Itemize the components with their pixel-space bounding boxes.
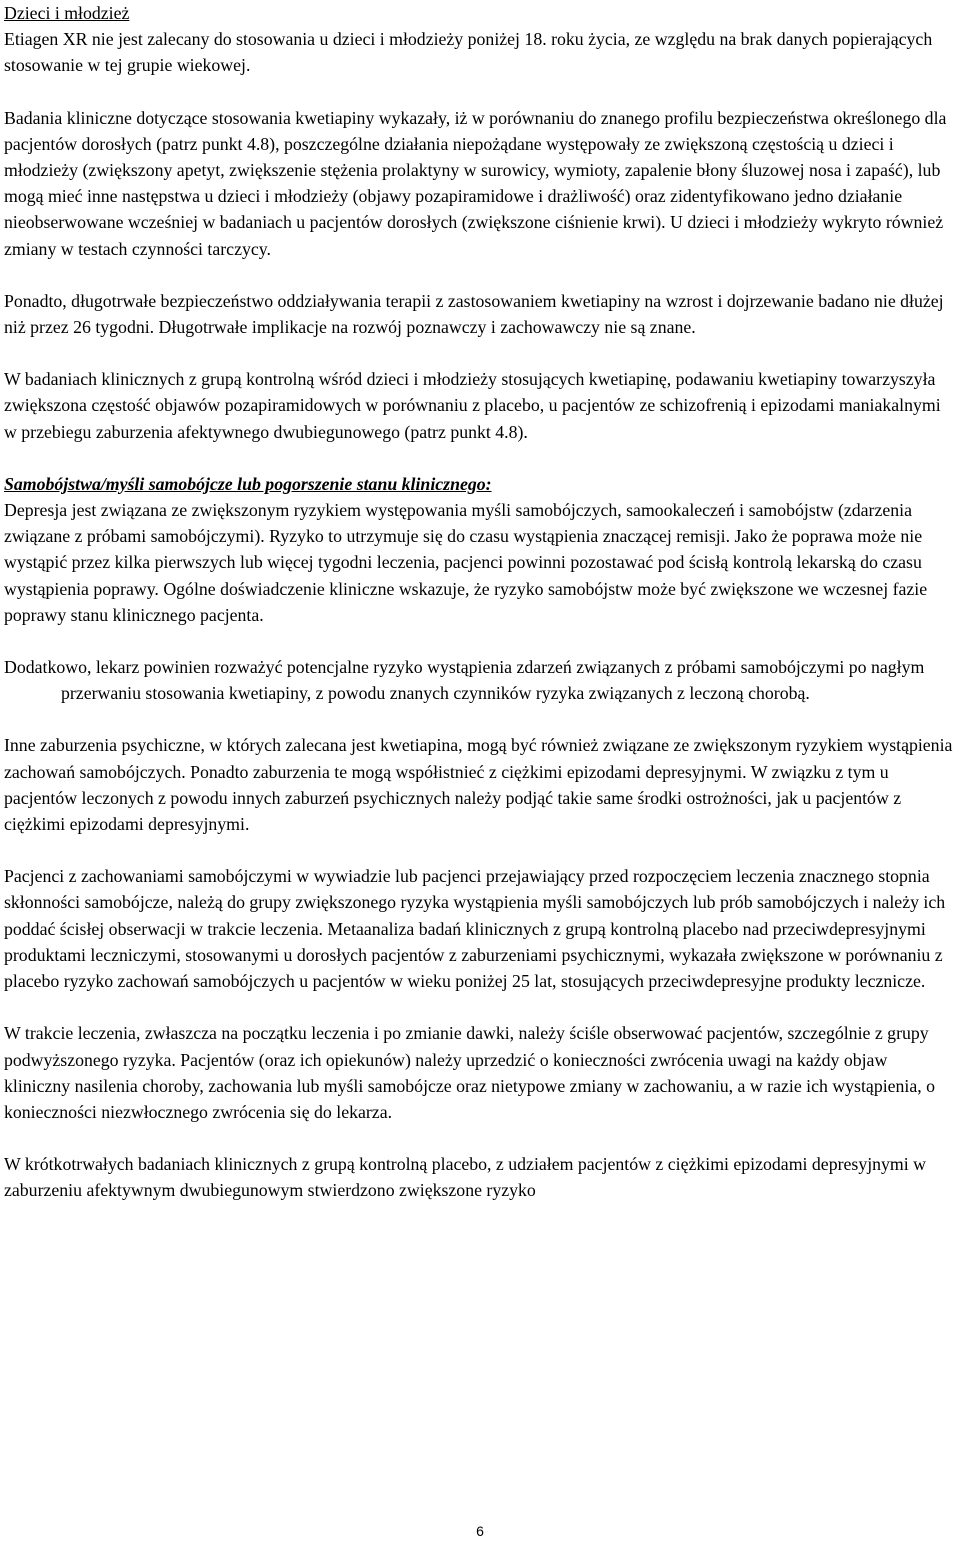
children-section-paragraph-1 bbox=[4, 0, 956, 79]
children-paragraph-3: Ponadto, długotrwałe bezpieczeństwo oddziaływania terapii z zastosowaniem kwetiapiny na wzrost i dojrzewanie badano nie dłużej niż przez 26 tygodni. Długotrwałe implikacje na rozwój poznawczy i zachowawczy nie są znane. bbox=[4, 290, 944, 338]
suicide-section-heading: Samobójstwa/myśli samobójcze lub pogorszenie stanu klinicznego: bbox=[4, 473, 492, 494]
document-page bbox=[4, 0, 956, 1230]
suicide-paragraph-6: W krótkotrwałych badaniach klinicznych z grupą kontrolną placebo, z udziałem pacjentów z ciężkimi epizodami depresyjnymi w zaburzeniu afektywnym dwubiegunowym stwierdzono zwiększone ryzyko bbox=[4, 1154, 926, 1201]
page-number: 6 bbox=[476, 1523, 484, 1539]
children-paragraph-4: W badaniach klinicznych z grupą kontrolną wśród dzieci i młodzieży stosujących kwetiapinę, podawaniu kwetiapiny towarzyszyła zwiększona częstość objawów pozapiramidowych w porównaniu z placebo, u pacjentów ze schizofrenią i epizodami maniakalnymi w przebiegu zaburzenia afektywnego dwubiegunowego (patrz punkt 4.8). bbox=[4, 369, 941, 442]
suicide-paragraph-3: Inne zaburzenia psychiczne, w których zalecana jest kwetiapina, mogą być również związane ze zwiększonym ryzykiem wystąpienia zachowań samobójczych. Ponadto zaburzenia te mogą współistnieć z ciężkimi epizodami depresyjnymi. W związku z tym u pacjentów leczonych z powodu innych zaburzeń psychicznych należy podjąć takie same środki ostrożności, jak u pacjentów z ciężkimi epizodami depresyjnymi. bbox=[4, 735, 953, 835]
children-paragraph-2: Badania kliniczne dotyczące stosowania kwetiapiny wykazały, iż w porównaniu do znanego profilu bezpieczeństwa określonego dla pacjentów dorosłych (patrz punkt 4.8), poszczególne działania niepożądane występowały ze zwiększoną częstością u dzieci i młodzieży (zwiększony apetyt, zwiększenie stężenia prolaktyny w surowicy, wymioty, zapalenie błony śluzowej nosa i zapaść), lub mogą mieć inne następstwa u dzieci i młodzieży (objawy pozapiramidowe i drażliwość) oraz zidentyfikowano jedno działanie nieobserwowane wcześniej w badaniach u pacjentów dorosłych (zwiększone ciśnienie krwi). U dzieci i młodzieży wykryto również zmiany w testach czynności tarczycy. bbox=[4, 107, 947, 259]
children-section-heading: Dzieci i młodzież bbox=[4, 3, 130, 23]
suicide-paragraph-4: Pacjenci z zachowaniami samobójczymi w wywiadzie lub pacjenci przejawiający przed rozpoczęciem leczenia znacznego stopnia skłonności samobójcze, należą do grupy zwiększonego ryzyka wystąpienia myśli samobójczych lub prób samobójczych i należy ich poddać ścisłej obserwacji w trakcie leczenia. Metaanaliza badań klinicznych z grupą kontrolną placebo nad przeciwdepresyjnymi produktami leczniczymi, stosowanymi u dorosłych pacjentów z zaburzeniami psychicznymi, wykazała zwiększone w porównaniu z placebo ryzyko zachowań samobójczych u pacjentów w wieku poniżej 25 lat, stosujących przeciwdepresyjne produkty lecznicze. bbox=[4, 866, 946, 992]
children-paragraph-1-text: Etiagen XR nie jest zalecany do stosowania u dzieci i młodzieży poniżej 18. roku życia, ze względu na brak danych popierających stosowanie w tej grupie wiekowej. bbox=[4, 29, 933, 76]
suicide-paragraph-5: W trakcie leczenia, zwłaszcza na początku leczenia i po zmianie dawki, należy ściśle obserwować pacjentów, szczególnie z grupy podwyższonego ryzyka. Pacjentów (oraz ich opiekunów) należy uprzedzić o konieczności zwrócenia uwagi na każdy objaw kliniczny nasilenia choroby, zachowania lub myśli samobójcze oraz nietypowe zmiany w zachowaniu, a w razie ich wystąpienia, o konieczności niezwłocznego zwrócenia się do lekarza. bbox=[4, 1023, 936, 1122]
suicide-section-paragraph-1 bbox=[4, 471, 956, 628]
suicide-paragraph-2: Dodatkowo, lekarz powinien rozważyć potencjalne ryzyko wystąpienia zdarzeń związanych z próbami samobójczymi po nagłym przerwaniu stosowania kwetiapiny, z powodu znanych czynników ryzyka związanych z leczoną chorobą. bbox=[4, 657, 925, 704]
suicide-paragraph-1-text: Depresja jest związana ze zwiększonym ryzykiem występowania myśli samobójczych, samookaleczeń i samobójstw (zdarzenia związane z próbami samobójczymi). Ryzyko to utrzymuje się do czasu wystąpienia znaczącej remisji. Jako że poprawa może nie wystąpić przez kilka pierwszych lub więcej tygodni leczenia, pacjenci powinni pozostawać pod ścisłą kontrolą lekarską do czasu wystąpienia poprawy. Ogólne doświadczenie kliniczne wskazuje, że ryzyko samobójstw może być zwiększone we wczesnej fazie poprawy stanu klinicznego pacjenta. bbox=[4, 500, 928, 625]
